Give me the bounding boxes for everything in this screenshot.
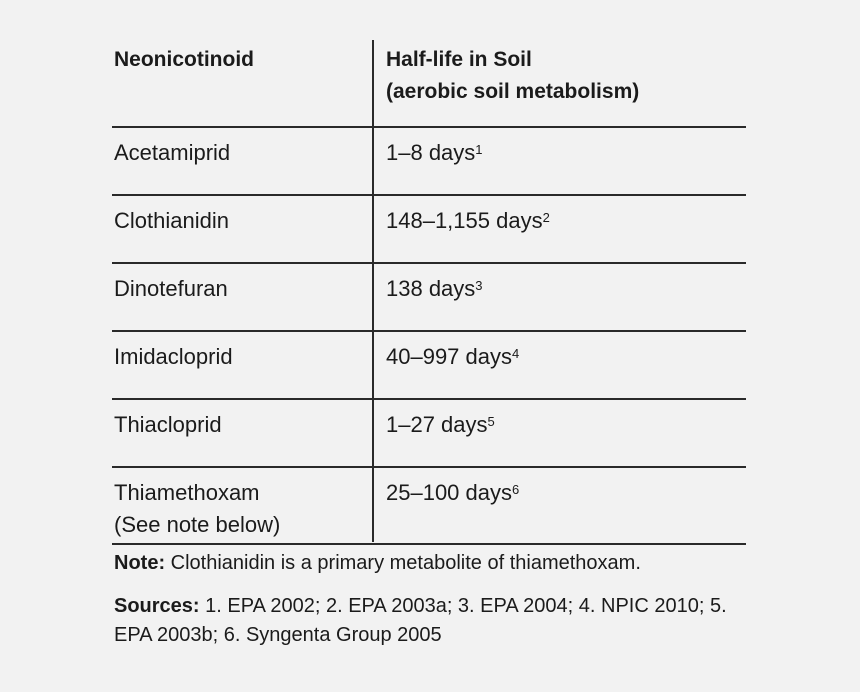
table-row bbox=[112, 196, 746, 264]
table-row bbox=[112, 264, 746, 332]
header-half-life-subtitle: (aerobic soil metabolism) bbox=[386, 80, 640, 103]
footnote-ref: 5 bbox=[487, 414, 495, 429]
table-row bbox=[112, 468, 746, 545]
value-text: 1–8 days bbox=[386, 140, 476, 165]
row-name bbox=[114, 477, 364, 541]
table-header-row bbox=[112, 40, 746, 128]
row-name: Acetamiprid bbox=[114, 140, 231, 165]
row-name-line1: Thiamethoxam bbox=[114, 480, 260, 505]
value-text: 40–997 days bbox=[386, 344, 512, 369]
value-text: 1–27 days bbox=[386, 412, 488, 437]
note-text: Clothianidin is a primary metabolite of thiamethoxam. bbox=[165, 552, 641, 574]
value-text: 148–1,155 days bbox=[386, 208, 543, 233]
row-name: Thiacloprid bbox=[114, 412, 222, 437]
row-value bbox=[386, 137, 742, 169]
row-name: Clothianidin bbox=[114, 208, 229, 233]
note-label: Note: bbox=[114, 552, 166, 574]
header-half-life bbox=[386, 44, 742, 108]
table-row bbox=[112, 332, 746, 400]
half-life-table bbox=[112, 40, 746, 545]
footnote-ref: 6 bbox=[512, 482, 520, 497]
row-name: Imidacloprid bbox=[114, 344, 233, 369]
table-row bbox=[112, 128, 746, 196]
row-value bbox=[386, 341, 742, 373]
value-text: 138 days bbox=[386, 276, 476, 301]
value-text: 25–100 days bbox=[386, 480, 512, 505]
footnote-ref: 2 bbox=[542, 210, 550, 225]
table-note bbox=[114, 548, 754, 578]
footnote-ref: 4 bbox=[512, 346, 520, 361]
footnote-ref: 3 bbox=[475, 278, 483, 293]
row-value bbox=[386, 477, 742, 509]
header-half-life-title: Half-life in Soil bbox=[386, 48, 532, 71]
row-name-line2: (See note below) bbox=[114, 512, 281, 537]
table-sources bbox=[114, 592, 754, 650]
row-value bbox=[386, 273, 742, 305]
table-row bbox=[112, 400, 746, 468]
row-value bbox=[386, 205, 742, 237]
header-neonicotinoid: Neonicotinoid bbox=[114, 48, 254, 71]
footnote-ref: 1 bbox=[475, 142, 483, 157]
sources-text: 1. EPA 2002; 2. EPA 2003a; 3. EPA 2004; 4. NPIC 2010; 5. EPA 2003b; 6. Syngenta Group 2005 bbox=[114, 595, 727, 646]
row-name: Dinotefuran bbox=[114, 276, 228, 301]
sources-label: Sources: bbox=[114, 595, 200, 617]
row-value bbox=[386, 409, 742, 441]
